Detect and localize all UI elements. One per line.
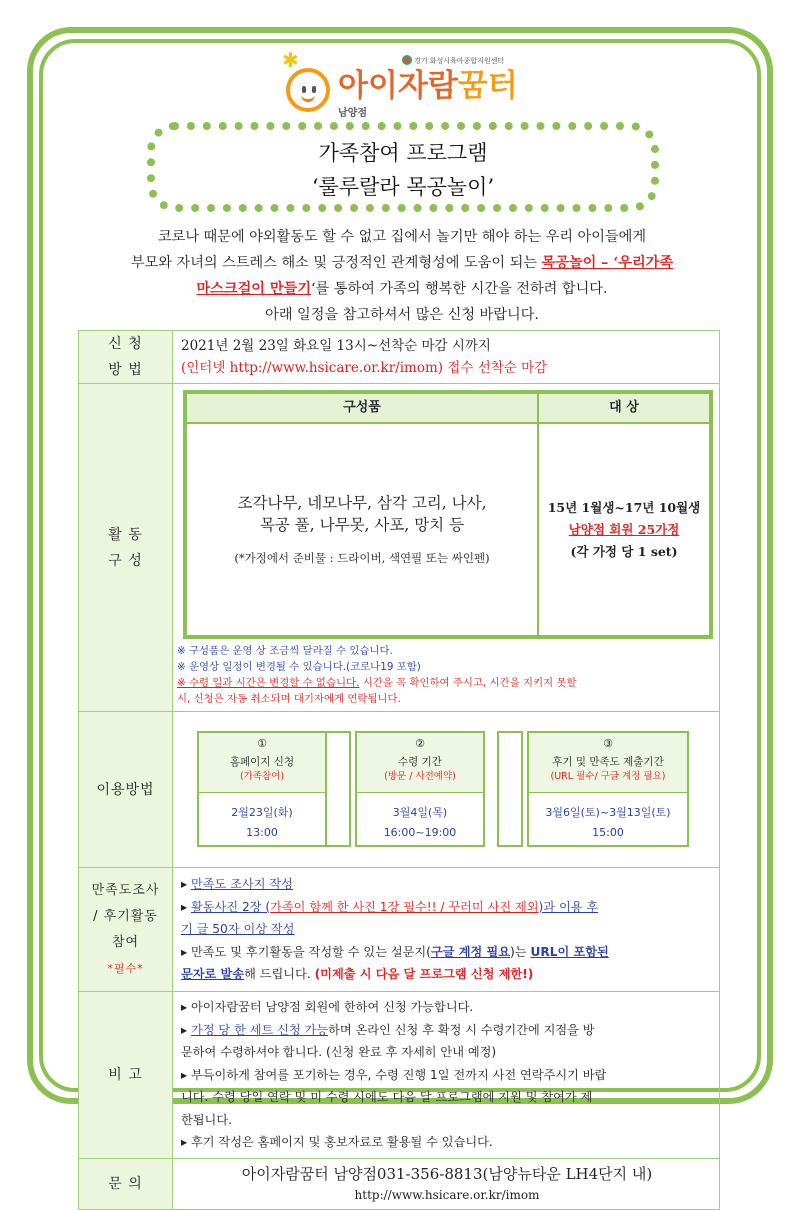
usage-row bbox=[79, 712, 720, 868]
target-cell: 15년 1월생~17년 10월생 남양점 회원 25가정 (각 가정 당 1 set) bbox=[538, 423, 710, 636]
usage-label: 이용방법 bbox=[79, 712, 173, 868]
intro-text: 코로나 때문에 야외활동도 할 수 없고 집에서 놀기만 해야 하는 우리 아이들에게 부모와 자녀의 스트레스 해소 및 긍정적인 관계형성에 도움이 되는 목공놀이 – ‘우리가족 마스크걸이 만들기‘를 통하여 가족의 행복한 시간을 전하려 합니다. 아래 일정을 참고하셔서 많은 신청 바랍니다. bbox=[130, 229, 674, 323]
logo-org: 경기 화성시육아종합지원센터 bbox=[414, 57, 505, 65]
logo bbox=[282, 50, 542, 118]
items-cell: 조각나무, 네모나무, 삼각 고리, 나사, 목공 풀, 나무못, 사포, 망치 등 (*가정에서 준비물 : 드라이버, 색연필 또는 싸인펜) bbox=[186, 423, 538, 636]
usage-steps bbox=[197, 731, 693, 849]
remarks-label: 비 고 bbox=[79, 992, 173, 1159]
step-separator bbox=[325, 731, 351, 847]
apply-url: (인터넷 http://www.hsicare.or.kr/imom) 접수 선착순 마감 bbox=[181, 360, 548, 376]
survey-label: 만족도조사 / 후기활동 참여 *필수* bbox=[79, 868, 173, 992]
page-subtitle: ‘룰루랄라 목공놀이’ bbox=[311, 175, 495, 199]
smiley-face-icon bbox=[286, 68, 330, 112]
activity-row bbox=[79, 384, 720, 712]
step-3: ③ 후기 및 만족도 제출기간 (URL 필수/ 구글 계정 필요) 3월6일(토)~3월13일(토) 15:00 bbox=[527, 731, 689, 847]
contact-label: 문 의 bbox=[79, 1158, 173, 1209]
contact-url[interactable]: http://www.hsicare.or.kr/imom bbox=[354, 1187, 540, 1202]
remarks-row bbox=[79, 992, 720, 1159]
page-title: 가족참여 프로그램 bbox=[318, 141, 488, 165]
survey-row bbox=[79, 868, 720, 992]
logo-branch: 남양점 bbox=[338, 108, 367, 119]
title-box bbox=[147, 122, 659, 212]
items-header: 구성품 bbox=[186, 393, 538, 423]
activity-label: 활 동 구 성 bbox=[79, 384, 173, 712]
apply-date: 2021년 2월 23일 화요일 13시~선착순 마감 시까지 bbox=[181, 338, 491, 354]
logo-name: 아이자람꿈터 bbox=[338, 68, 518, 104]
org-logo-icon bbox=[402, 55, 412, 65]
remarks-list: ▸ 아이자람꿈터 남양점 회원에 한하여 신청 가능합니다. ▸ 가정 당 한 세트 신청 가능하며 온라인 신청 후 확정 시 수령기간에 지점을 방 문하여 수령하셔야 합니다. (신청 완료 후 자세히 안내 예정) ▸ 부득이하게 참여를 포기하는 경우, 수령 진행 1일 전까지 사전 연락주시기 바랍 니다. 수령 당일 연락 및 미 수령 시에도 다음 달 프로그램에 지원 및 참여가 제 한됩니다. ▸ 후기 작성은 홈페이지 및 홍보자료로 활용될 수 있습니다. bbox=[181, 1000, 607, 1149]
step-2: ② 수령 기간 (방문 / 사전예약) 3월4일(목) 16:00~19:00 bbox=[355, 731, 485, 847]
contact-phone: 아이자람꿈터 남양점031-356-8813(남양뉴타운 LH4단지 내) bbox=[241, 1164, 653, 1183]
step-1: ① 홈페이지 신청 (가족참여) 2월23일(화) 13:00 bbox=[197, 731, 327, 847]
star-icon: ✱ bbox=[282, 48, 299, 72]
apply-label: 신 청 방 법 bbox=[79, 331, 173, 384]
items-table bbox=[183, 390, 713, 639]
target-header: 대 상 bbox=[538, 393, 710, 423]
activity-notes: ※ 구성품은 운영 상 조금씩 달라질 수 있습니다. ※ 운영상 일정이 변경될 수 있습니다.(코로나19 포함) ※ 수령 일과 시간은 변경할 수 없습니다. 시간을 꼭 확인하여 주시고, 시간을 지키지 못할 시, 신청은 자동 취소되며 대기자에게 연락됩니다. bbox=[177, 645, 577, 705]
survey-list: ▸ 만족도 조사지 작성 ▸ 활동사진 2장 (가족이 함께 한 사진 1장 필수!! / 꾸러미 사진 제외)과 이용 후 기 글 50자 이상 작성 ▸ 만족도 및 후기활동을 작성할 수 있는 설문지(구글 계정 필요)는 URL이 포함된 문자로 발송해 드립니다. (미제출 시 다음 달 프로그램 신청 제한!) bbox=[181, 877, 609, 982]
apply-row bbox=[79, 331, 720, 384]
contact-row bbox=[79, 1158, 720, 1209]
step-separator bbox=[497, 731, 523, 847]
info-table bbox=[78, 330, 720, 1210]
